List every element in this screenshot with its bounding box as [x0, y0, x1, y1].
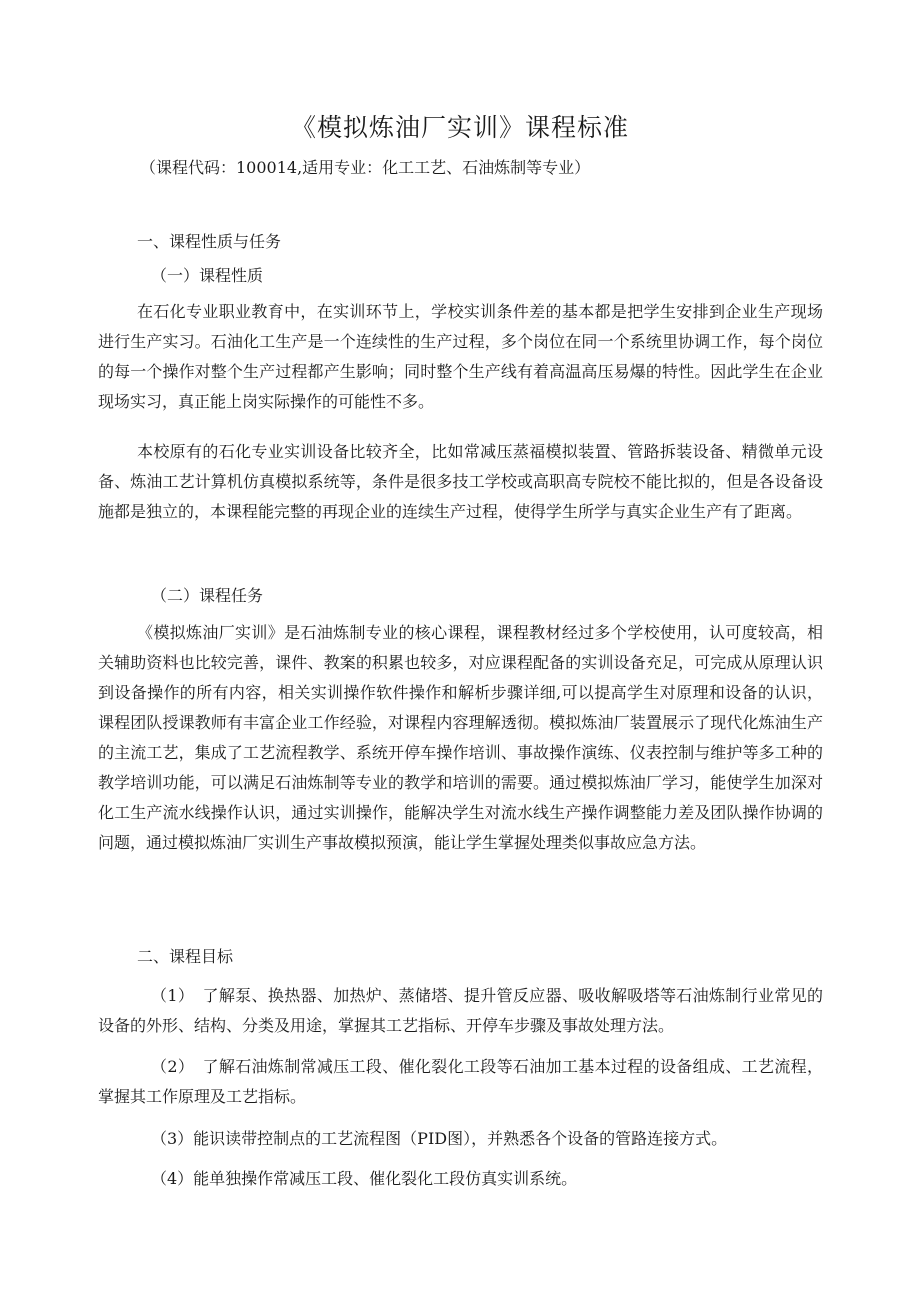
subsection-heading-course-tasks: （二）课程任务 — [151, 586, 264, 605]
objective-item-2: （2） 了解石油炼制常减压工段、催化裂化工段等石油加工基本过程的设备组成、工艺流程，掌握其工作原理及工艺指标。 — [98, 1057, 823, 1106]
paragraph-course-tasks: 《模拟炼油厂实训》是石油炼制专业的核心课程，课程教材经过多个学校使用，认可度较高，相关辅助资料也比较完善，课件、教案的积累也较多，对应课程配备的实训设备充足，可完成从原理认识到设备操作的所有内容，相关实训操作软件操作和解析步骤详细,可以提高学生对原理和设备的认识，课程团队授课教师有丰富企业工作经验，对课程内容理解透彻。模拟炼油厂装置展示了现代化炼油生产的主流工艺，集成了工艺流程教学、系统开停车操作培训、事故操作演练、仪表控制与维护等多工种的教学培训功能，可以满足石油炼制等专业的教学和培训的需要。通过模拟炼油厂学习，能使学生加深对化工生产流水线操作认识，通过实训操作，能解决学生对流水线生产操作调整能力差及团队操作协调的问题，通过模拟炼油厂实训生产事故模拟预演，能让学生掌握处理类似事故应急方法。 — [98, 623, 823, 852]
objective-item-3: （3）能识读带控制点的工艺流程图（PID图），并熟悉各个设备的管路连接方式。 — [151, 1129, 728, 1148]
subsection-heading-course-nature: （一）课程性质 — [151, 266, 264, 285]
section-heading-course-nature-and-tasks: 一、课程性质与任务 — [137, 232, 282, 251]
objective-item-4: （4）能单独操作常减压工段、催化裂化工段仿真实训系统。 — [151, 1169, 578, 1188]
course-code-subtitle: （课程代码：100014,适用专业：化工工艺、石油炼制等专业） — [140, 158, 591, 177]
objective-item-1: （1） 了解泵、换热器、加热炉、蒸储塔、提升管反应器、吸收解吸塔等石油炼制行业常见的设备的外形、结构、分类及用途，掌握其工艺指标、开停车步骤及事故处理方法。 — [98, 986, 823, 1035]
paragraph-course-nature-1: 在石化专业职业教育中，在实训环节上，学校实训条件差的基本都是把学生安排到企业生产现场进行生产实习。石油化工生产是一个连续性的生产过程，多个岗位在同一个系统里协调工作，每个岗位的每一个操作对整个生产过程都产生影响；同时整个生产线有着高温高压易爆的特性。因此学生在企业现场实习，真正能上岗实际操作的可能性不多。 — [98, 302, 823, 411]
paragraph-course-nature-2: 本校原有的石化专业实训设备比较齐全，比如常减压蒸福模拟装置、管路拆装设备、精微单元设备、炼油工艺计算机仿真模拟系统等，条件是很多技工学校或高职高专院校不能比拟的，但是各设备设施都是独立的，本课程能完整的再现企业的连续生产过程，使得学生所学与真实企业生产有了距离。 — [98, 442, 823, 521]
section-heading-course-objectives: 二、课程目标 — [137, 947, 234, 966]
document-title: 《模拟炼油厂实训》课程标准 — [290, 113, 629, 142]
